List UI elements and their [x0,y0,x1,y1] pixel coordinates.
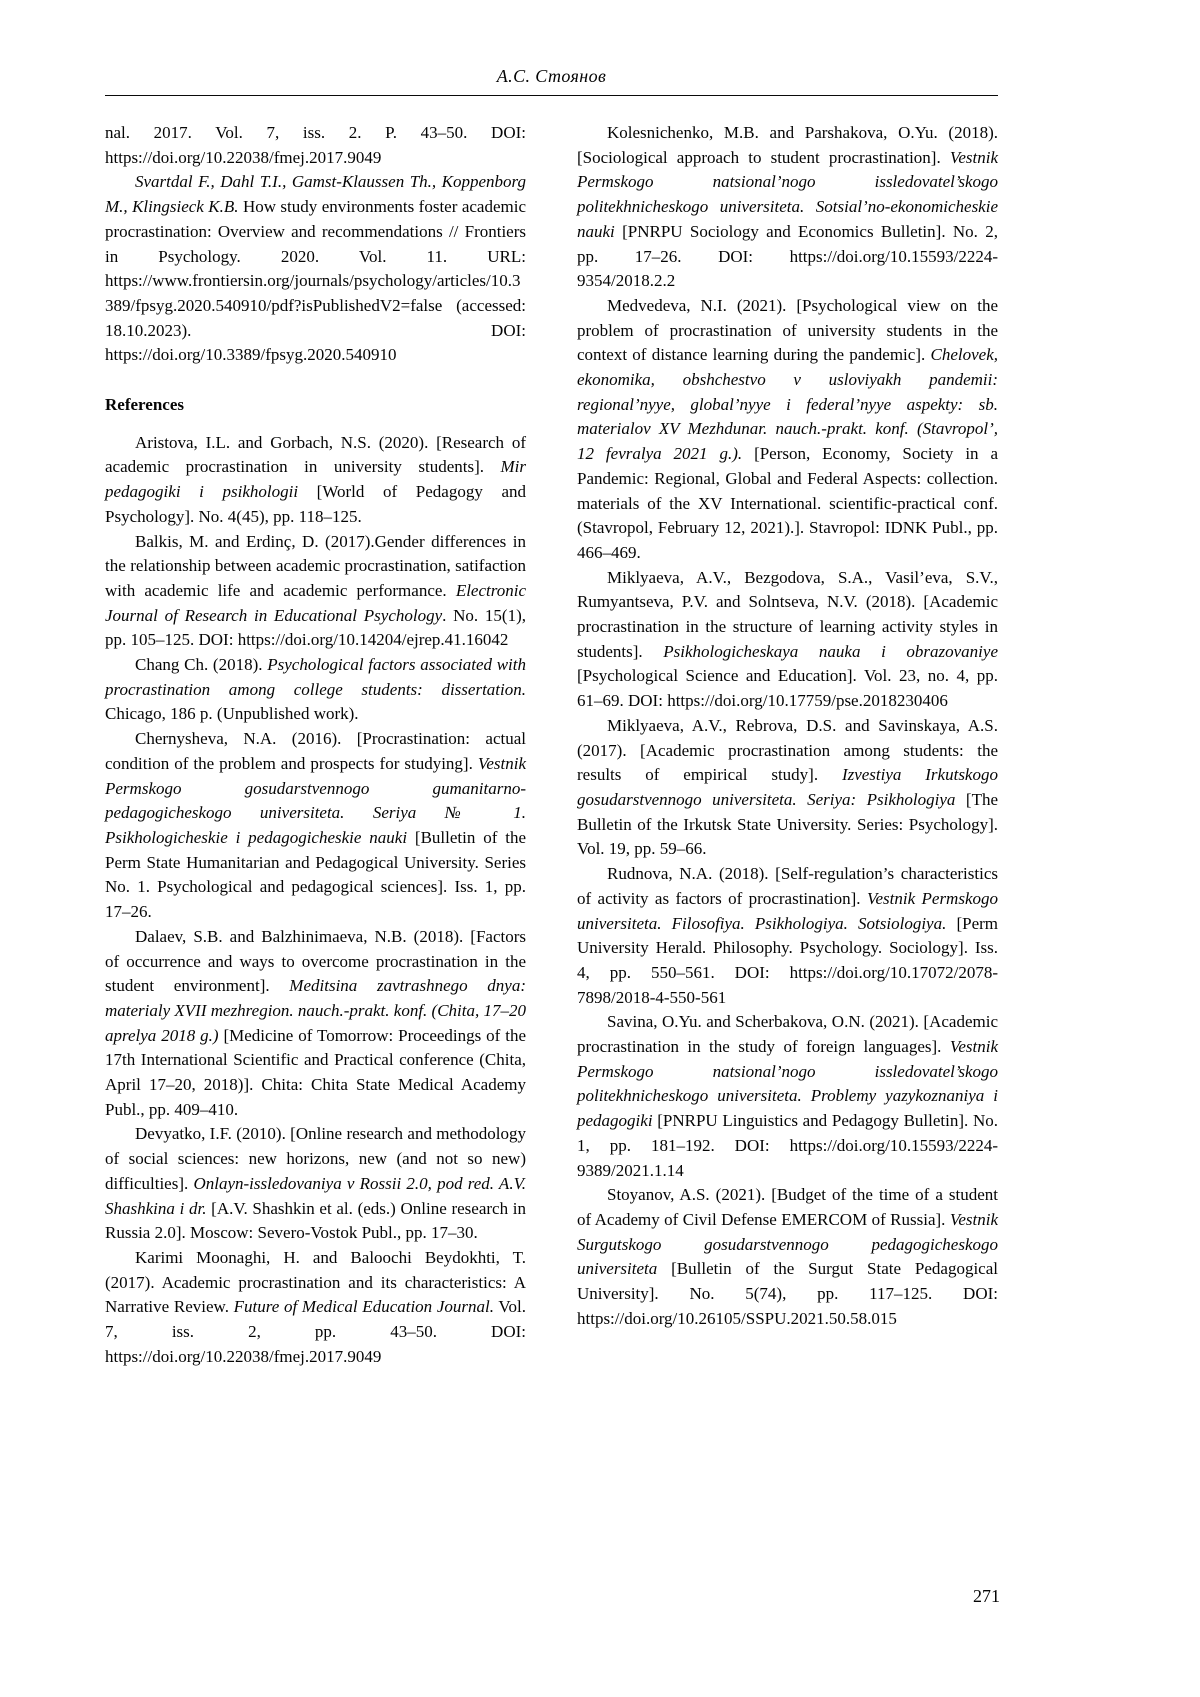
reference-entry [577,1010,998,1183]
reference-entry [577,121,998,294]
italic-text-segment: Vestnik Permskogo natsional’nogo issledovatel’skogo politekhnicheskogo universiteta. Problemy yazykoznaniya i pedagogiki [577,1037,998,1131]
italic-text-segment: Vestnik Surgutskogo gosudarstvennogo pedagogicheskogo universiteta [577,1209,998,1279]
text-segment: . No. 15(1), pp. 105–125. DOI: https://doi.org/10.14204/ejrep.41.16042 [105,605,526,650]
reference-entry [105,1122,526,1246]
reference-entry [577,1183,998,1331]
text-segment: Chicago, 186 p. (Unpublished work). [105,704,359,724]
running-header [105,0,998,87]
reference-entry [105,170,526,368]
reference-entry [105,925,526,1123]
text-segment: Dalaev, S.B. and Balzhinimaeva, N.B. (2018). [Factors of occurrence and ways to overcome procrastination in the student environment]. [105,926,526,996]
text-segment: [Bulletin of the Perm State Humanitarian and Pedagogical University. Series No. 1. Psychological and pedagogical sciences]. Iss. 1, pp. 17–26. [105,827,526,922]
reference-entry [105,727,526,925]
text-segment: Kolesnichenko, M.B. and Parshakova, O.Yu. (2018). [Sociological approach to student procrastination]. [577,123,998,167]
page-content [105,0,998,1369]
reference-entry [577,566,998,714]
column-right [577,121,998,1369]
text-segment: Devyatko, I.F. (2010). [Online research and methodology of social sciences: new horizons, new (and not so new) difficulties]. [105,1124,526,1193]
text-segment: Medvedeva, N.I. (2021). [Psychological view on the problem of procrastination of university students in the context of distance learning during the pandemic]. [577,295,998,365]
italic-text-segment: Svartdal F., Dahl T.I., Gamst-Klaussen Th., Koppenborg M., Klingsieck K.B. [105,172,526,217]
text-segment: [World of Pedagogy and Psychology]. No. 4(45), pp. 118–125. [105,482,526,526]
text-segment: How study environments foster academic procrastination: Overview and recommendations // Frontiers in Psychology. 2020. Vol. 11. URL: https://www.frontiersin.org/journals/psychology/articles/10.3389/fpsyg.2020.540910/pdf?isPublishedV2=false (accessed: 18.10.2023). DOI: https://doi.org/10.3389/fpsyg.2020.540910 [105,197,526,365]
italic-text-segment: Psikhologicheskaya nauka i obrazovaniye [663,641,999,661]
text-segment: Chang Ch. (2018). [135,655,268,675]
text-segment: Miklyaeva, A.V., Bezgodova, S.A., Vasil’eva, S.V., Rumyantseva, P.V. and Solntseva, N.V. (2018). [Academic procrastination in the structure of learning activity styles in students]. [577,567,998,661]
italic-text-segment: Vestnik Permskogo gosudarstvennogo gumanitarno-pedagogicheskogo universiteta. Seriya № 1. Psikhologicheskie i pedagogicheskie nauki [105,753,526,847]
italic-text-segment: Izvestiya Irkutskogo gosudarstvennogo universiteta. Seriya: Psikhologiya [577,765,998,809]
references-heading [105,393,526,418]
text-segment: nal. 2017. Vol. 7, iss. 2. P. 43–50. DOI: https://doi.org/10.22038/fmej.2017.9049 [105,123,526,167]
italic-text-segment: Chelovek, ekonomika, obshchestvo v usloviyakh pandemii: regional’nyye, global’nyye i federal’nyye aspekty: sb. materialov XV Mezhdunar. nauch.-prakt. konf. (Stavropol’, 12 fevralya 2021 g.). [577,345,998,464]
italic-text-segment: Vestnik Permskogo universiteta. Filosofiya. Psikhologiya. Sotsiologiya. [577,888,998,933]
italic-text-segment: Meditsina zavtrashnego dnya: materialy XVII mezhregion. nauch.-prakt. konf. (Chita, 17–20 aprelya 2018 g.) [105,976,526,1045]
italic-text-segment: Onlayn-issledovaniya v Rossii 2.0, pod red. A.V. Shashkina i dr. [105,1173,527,1218]
text-segment: [Psychological Science and Education]. Vol. 23, no. 4, pp. 61–69. DOI: https://doi.org/10.17759/pse.2018230406 [577,666,998,711]
text-segment: Chernysheva, N.A. (2016). [Procrastination: actual condition of the problem and prospects for studying]. [105,729,526,773]
text-segment: Stoyanov, A.S. (2021). [Budget of the time of a student of Academy of Civil Defense EMERCOM of Russia]. [577,1185,998,1229]
text-segment: Rudnova, N.A. (2018). [Self-regulation’s characteristics of activity as factors of procrastination]. [577,864,998,908]
text-segment: [The Bulletin of the Irkutsk State University. Series: Psychology]. Vol. 19, pp. 59–66. [577,789,998,859]
italic-text-segment: Psychological factors associated with procrastination among college students: dissertation. [105,655,526,699]
page-number: 271 [973,1586,1000,1606]
text-segment: [Bulletin of the Surgut State Pedagogical University]. No. 5(74), pp. 117–125. DOI: https://doi.org/10.26105/SSPU.2021.50.58.015 [577,1259,998,1328]
text-segment: [Medicine of Tomorrow: Proceedings of the 17th International Scientific and Practical conference (Chita, April 17–20, 2018)]. Chita: Chita State Medical Academy Publ., pp. 409–410. [105,1025,526,1119]
reference-entry [105,431,526,530]
column-left [105,121,526,1369]
text-segment: [Perm University Herald. Philosophy. Psychology. Sociology]. Iss. 4, pp. 550–561. DOI: https://doi.org/10.17072/2078-7898/2018-4-550-561 [577,913,998,1007]
reference-entry [577,294,998,566]
reference-entry [105,653,526,727]
reference-entry [105,121,526,170]
reference-entry [105,530,526,654]
text-segment: References [105,395,184,415]
italic-text-segment: Mir pedagogiki i psikhologii [105,457,526,502]
text-segment: Karimi Moonaghi, H. and Baloochi Beydokhti, T. (2017). Academic procrastination and its characteristics: A Narrative Review. [105,1247,526,1317]
text-segment: [A.V. Shashkin et al. (eds.) Online research in Russia 2.0]. Moscow: Severo-Vostok Publ., pp. 17–30. [105,1198,527,1243]
references-two-column-body [105,121,998,1369]
text-segment: Balkis, M. and Erdinç, D. (2017).Gender differences in the relationship between academic procrastination, satifaction with academic life and academic performance. [105,531,526,600]
text-segment: [PNRPU Sociology and Economics Bulletin]. No. 2, pp. 17–26. DOI: https://doi.org/10.15593/2224-9354/2018.2.2 [577,221,998,291]
header-rule [105,95,998,96]
text-segment: Savina, O.Yu. and Scherbakova, O.N. (2021). [Academic procrastination in the study of foreign languages]. [577,1012,998,1057]
text-segment: [PNRPU Linguistics and Pedagogy Bulletin]. No. 1, pp. 181–192. DOI: https://doi.org/10.15593/2224-9389/2021.1.14 [577,1111,998,1180]
italic-text-segment: Vestnik Permskogo natsional’nogo issledovatel’skogo politekhnicheskogo universiteta. Sotsial’no-ekonomicheskie nauki [577,147,998,241]
italic-text-segment: Future of Medical Education Journal. [233,1297,495,1317]
text-segment: Aristova, I.L. and Gorbach, N.S. (2020). [Research of academic procrastination in university students]. [105,432,526,477]
reference-entry [577,714,998,862]
text-segment: [Person, Economy, Society in a Pandemic: Regional, Global and Federal Aspects: collection. materials of the XV International. scientific-practical conf. (Stavropol, February 12, 2021).]. Stavropol: IDNK Publ., pp. 466–469. [577,444,999,562]
text-segment: Vol. 7, iss. 2, pp. 43–50. DOI: https://doi.org/10.22038/fmej.2017.9049 [105,1297,526,1366]
reference-entry [577,862,998,1010]
reference-entry [105,1246,526,1370]
italic-text-segment: Electronic Journal of Research in Educational Psychology [105,580,526,625]
running-header-author: А.С. Стоянов [496,66,607,86]
text-segment: Miklyaeva, A.V., Rebrova, D.S. and Savinskaya, A.S. (2017). [Academic procrastination among students: the results of empirical study]. [577,715,998,785]
